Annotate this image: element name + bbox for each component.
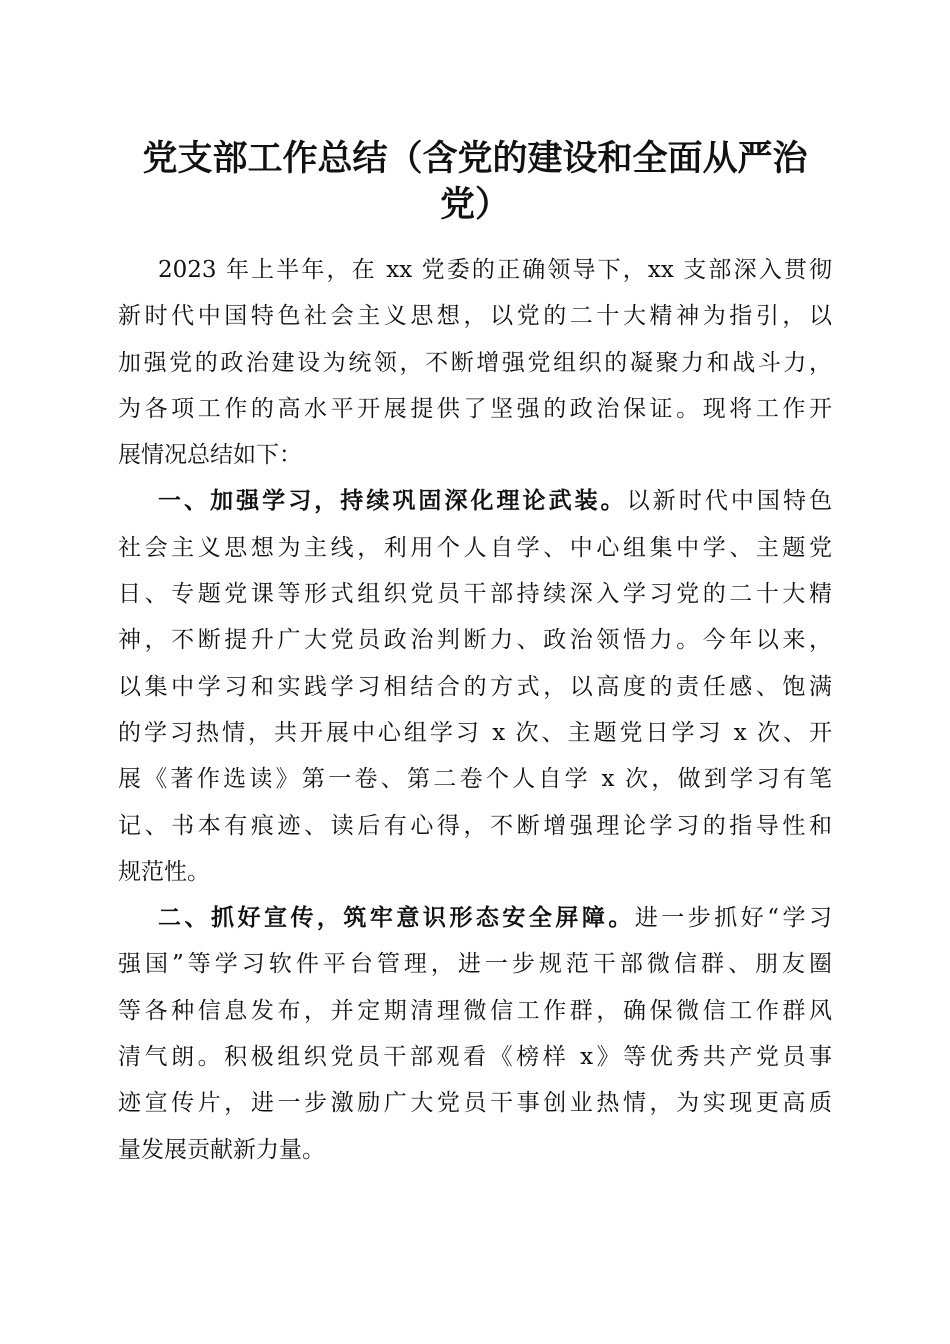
- paragraph: [118, 478, 832, 895]
- line-text: 展情况总结如下：: [118, 442, 302, 469]
- line-text: 神，不断提升广大党员政治判断力、政治领悟力。今年以来，: [118, 627, 832, 654]
- text-line: [118, 756, 832, 802]
- text-line: [118, 571, 832, 617]
- line-text: 2023 年上半年，在 xx 党委的正确领导下，xx 支部深入贯彻: [158, 257, 832, 283]
- line-text: 规范性。: [118, 858, 210, 885]
- line-text: 记、书本有痕迹、读后有心得，不断增强理论学习的指导性和: [118, 812, 832, 839]
- text-line: [118, 478, 832, 524]
- text-line: [118, 1080, 832, 1126]
- line-text: 的学习热情，共开展中心组学习 x 次、主题党日学习 x 次、开: [118, 719, 832, 746]
- line-text: 强国”等学习软件平台管理，进一步规范干部微信群、朋友圈: [118, 951, 832, 978]
- paragraph: [118, 895, 832, 1173]
- text-line: [118, 293, 832, 339]
- line-text: 清气朗。积极组织党员干部观看《榜样 x》等优秀共产党员事: [118, 1044, 832, 1071]
- text-line: [118, 710, 832, 756]
- text-line: [118, 617, 832, 663]
- text-line: [118, 525, 832, 571]
- line-text: 加强党的政治建设为统领，不断增强党组织的凝聚力和战斗力，: [118, 349, 832, 376]
- section-heading: 二、抓好宣传，筑牢意识形态安全屏障。: [158, 905, 635, 932]
- text-line: [118, 432, 832, 478]
- text-line: [118, 988, 832, 1034]
- section-heading: 一、加强学习，持续巩固深化理论武装。: [158, 488, 627, 515]
- line-text: 社会主义思想为主线，利用个人自学、中心组集中学、主题党: [118, 534, 832, 561]
- line-text: 以新时代中国特色: [626, 488, 833, 515]
- line-text: 量发展贡献新力量。: [118, 1136, 325, 1163]
- text-line: [118, 340, 832, 386]
- document-body: [118, 247, 832, 1173]
- line-text: 展《著作选读》第一卷、第二卷个人自学 x 次，做到学习有笔: [118, 766, 832, 793]
- title-line: 党）: [439, 184, 510, 225]
- document-title: [80, 136, 870, 228]
- line-text: 为各项工作的高水平开展提供了坚强的政治保证。现将工作开: [118, 395, 832, 422]
- paragraph: [118, 247, 832, 478]
- line-text: 日、专题党课等形式组织党员干部持续深入学习党的二十大精: [118, 581, 832, 608]
- line-text: 等各种信息发布，并定期清理微信工作群，确保微信工作群风: [118, 997, 832, 1024]
- line-text: 以集中学习和实践学习相结合的方式，以高度的责任感、饱满: [118, 673, 832, 700]
- line-text: 进一步抓好“学习: [634, 905, 832, 932]
- title-line: 党支部工作总结（含党的建设和全面从严治: [142, 138, 808, 179]
- text-line: [118, 849, 832, 895]
- line-text: 新时代中国特色社会主义思想，以党的二十大精神为指引，以: [118, 303, 832, 330]
- text-line: [118, 386, 832, 432]
- text-line: [118, 247, 832, 293]
- text-line: [118, 803, 832, 849]
- text-line: [118, 1127, 832, 1173]
- text-line: [118, 664, 832, 710]
- text-line: [118, 895, 832, 941]
- line-text: 迹宣传片，进一步激励广大党员干事创业热情，为实现更高质: [118, 1090, 832, 1117]
- text-line: [118, 941, 832, 987]
- text-line: [118, 1034, 832, 1080]
